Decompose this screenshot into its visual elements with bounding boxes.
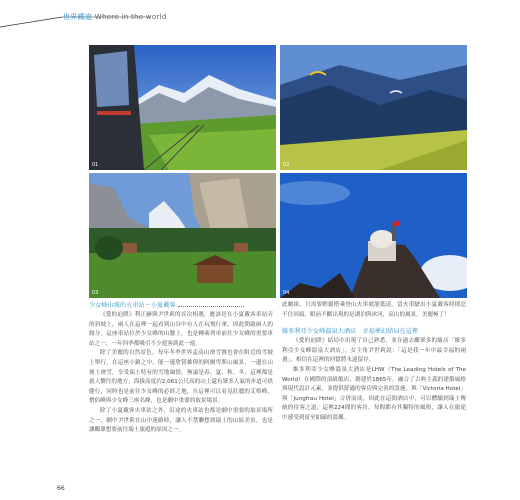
paragraph: 除了美麗的自然景色，每年冬季世界盃高山滑雪賽也會在附近的雪坡上舉行。在這座小鎮之中，能一邊欣賞雄偉的阿爾卑斯山風景，一邊在山坡上滑雪，享受瑞士特有的雪地風情。無論是春、夏、秋、冬，這裡都是旅人嚮往的地方，海拔高度約2,061公尺高的山上還有眾多人氣的步道可供健行，同時也是前往少女峰的必經之地，在這裡可以看見壯麗的艾格峰、僧侶峰與少女峰三座名峰，也是劇中重要的取景場景。 — [89, 350, 273, 405]
article-left-column — [89, 301, 273, 436]
section-subheading: 少女峰山坡的火車站－小夏戴客 — [89, 301, 273, 311]
photo-train-mountains — [89, 45, 276, 170]
section-subheading: 維多利亞少女峰溫泉大酒店 幸福夢幻結局在這裡 — [282, 328, 419, 336]
paragraph: 此劇組，只需要輕鬆搭乘登山火車就能抵達。當火車駛出小夏戴客時則忍不住回頭，眼前不斷出現的是湖泊與冰河，高山的風景，美麗極了！ — [282, 302, 466, 318]
article-right-column — [282, 301, 466, 424]
paragraph: 《愛的迫降》結局中出現了自己熟悉，並在過去觀眾多的飯店「維多利亞少女峰溫泉大酒店」，女主角尹世莉說：「這是我一年中最幸福的兩週」，相信在這裡的回憶將永遠留存。 — [282, 338, 466, 364]
page-number: 66 — [57, 485, 65, 492]
paragraph: 《愛的迫降》利正赫與尹世莉的首次相遇，應該是在小夏戴客車站旁的斜坡上，兩人在這裡一起看到山谷中有人在玩飛行傘，因此開啟兩人的緣分。這座車站位於少女峰的山腰上，也是轉乘列車前往少女峰的重要車站之一，一年四季都吸引不少遊客到此一遊。 — [89, 312, 273, 347]
photo-number: 04 — [283, 290, 290, 296]
photo-number: 01 — [92, 162, 99, 168]
section-title-zh: 世界鐵道 — [63, 13, 93, 21]
subheading-divider — [178, 303, 244, 307]
paragraph: 除了小夏戴客火車站之外，沿途的火車站也都是劇中重要的取景場所之一，劇中尹世莉在山中迷路時，讓人不禁聯想到瑞士的山區美景，也是讓觀眾想要前往瑞士旅遊的原因之一。 — [89, 407, 273, 434]
section-header — [63, 12, 167, 22]
section-title-en: Where in the world — [94, 13, 167, 21]
photo-number: 03 — [92, 290, 99, 296]
photo-valley-village — [89, 173, 276, 298]
photo-number: 02 — [283, 162, 290, 168]
photo-paragliders — [280, 45, 467, 170]
photo-observatory — [280, 173, 467, 298]
paragraph: 維多利亞少女峰溫泉大酒店是LHW（The Leading Hotels of The World）在國際的頂級飯店，創建於1865年，融合了古典主義的建築風格與現代設計元素，並提供舒適的客房與完善的設施。與「Victoria Hotel」與「Jungfrau Hotel」合併而成，因此在這間酒店中，可以體驗到瑞士傳統的待客之道，這裡224間的客房，每間都有其獨特的風格，讓人在旅途中感受到賓至如歸的溫馨。 — [282, 366, 466, 421]
